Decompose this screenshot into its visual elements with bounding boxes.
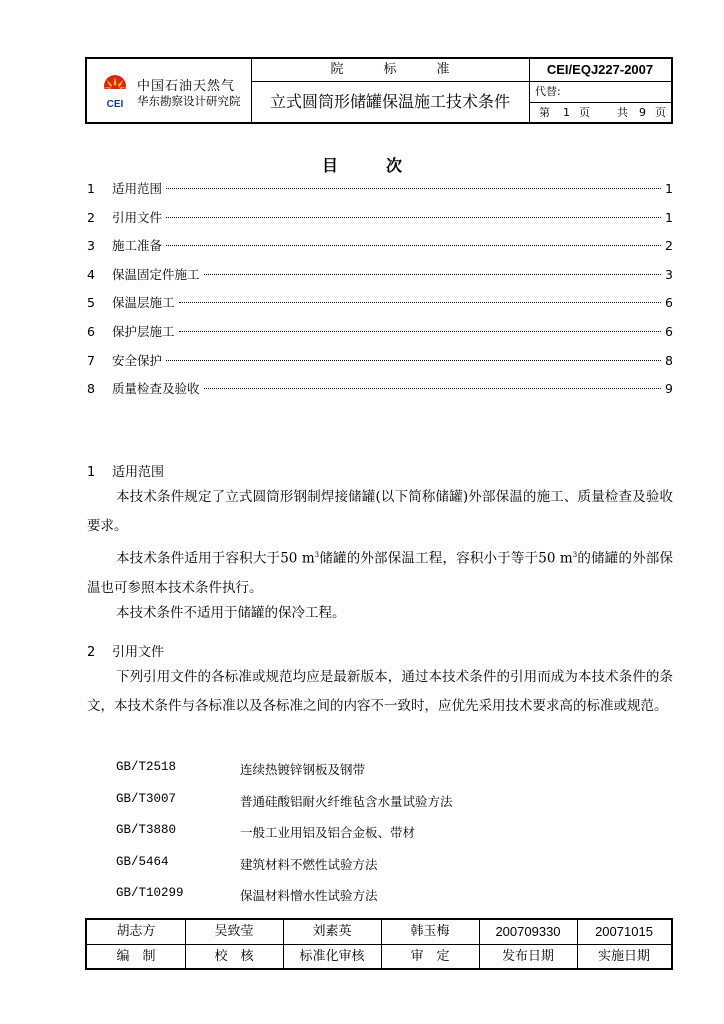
toc-item[interactable] [87, 180, 673, 198]
toc-item-page: 8 [665, 352, 673, 368]
org-name-line2: 华东勘察设计研究院 [137, 94, 241, 108]
toc-item-number: 1 [87, 181, 95, 196]
svg-text:CEI: CEI [106, 99, 124, 110]
section-1-heading: 1 适用范围 [87, 465, 165, 480]
page-number: 1 [563, 106, 570, 119]
toc-item-number: 5 [87, 295, 95, 311]
toc-leader-dots [166, 217, 661, 218]
toc-item[interactable] [87, 380, 673, 398]
toc-leader-dots [166, 245, 661, 246]
toc-item-page: 1 [665, 181, 673, 196]
approval-value: 200709330 [495, 924, 561, 939]
reference-code: GB/T2518 [116, 760, 177, 774]
toc-item-number: 3 [87, 238, 95, 254]
approval-value: 20071015 [595, 924, 653, 939]
approval-value: 胡志方 [116, 924, 156, 939]
toc-item-page: 2 [665, 238, 673, 254]
toc-item-label: 安全保护 [112, 352, 163, 368]
toc-item-number: 2 [87, 209, 95, 225]
toc-leader-dots [179, 331, 662, 332]
toc-item[interactable] [87, 266, 673, 284]
total-pages: 9 [639, 106, 646, 119]
section-1-para-2: 本技术条件适用于容积大于50 $m^3$储罐的外部保温工程，容积小于等于50 $m^3$的储罐的外部保温也可参照本技术条件执行。 [87, 550, 673, 596]
approval-value: 韩玉梅 [410, 924, 450, 939]
reference-code: GB/5464 [116, 854, 169, 869]
section-1-para-3: 本技术条件不适用于储罐的保冷工程。 [116, 605, 346, 621]
toc-item-page: 3 [665, 266, 673, 282]
approval-label: 编 制 [116, 949, 156, 964]
toc-item-number: 4 [87, 266, 95, 282]
reference-name: 普通硅酸铝耐火纤维毡含水量试验方法 [240, 793, 453, 809]
toc-item-label: 保温层施工 [112, 295, 175, 311]
approval-table [85, 918, 673, 970]
org-name-line1: 中国石油天然气 [137, 79, 236, 94]
toc-item-number: 6 [87, 324, 95, 339]
toc-item-page: 9 [665, 381, 673, 397]
approval-label: 校 核 [214, 949, 254, 964]
approval-label: 实施日期 [597, 949, 650, 964]
doc-code: CEI/EQJ227-2007 [546, 62, 654, 77]
reference-name: 一般工业用铝及铝合金板、带材 [240, 825, 416, 840]
toc-item-label: 引用文件 [112, 209, 163, 225]
toc-leader-dots [179, 302, 662, 303]
toc-item-page: 6 [665, 324, 673, 339]
section-1-para-1: 本技术条件规定了立式圆筒形钢制焊接储罐(以下简称储罐)外部保温的施工、质量检查及验收要求。 [87, 489, 673, 534]
toc-title: 目 次 [321, 156, 403, 175]
approval-value: 刘素英 [312, 924, 352, 939]
toc-item-label: 质量检查及验收 [112, 381, 200, 397]
cnpc-logo-icon [95, 71, 135, 111]
toc-item-page: 1 [665, 209, 673, 225]
toc-item-label: 施工准备 [112, 238, 163, 254]
reference-name: 连续热镀锌钢板及钢带 [240, 762, 366, 777]
approval-label: 审 定 [410, 949, 450, 964]
doc-title: 立式圆筒形储罐保温施工技术条件 [269, 92, 510, 111]
reference-code: GB/T10299 [116, 886, 184, 900]
toc-item[interactable] [87, 237, 673, 255]
toc-leader-dots [166, 360, 661, 361]
reference-name: 建筑材料不燃性试验方法 [240, 856, 378, 872]
reference-code: GB/T3007 [116, 791, 177, 806]
toc-item-label: 保温固定件施工 [112, 266, 200, 282]
approval-label: 发布日期 [501, 949, 554, 964]
toc-item[interactable] [87, 209, 673, 227]
toc-item-number: 8 [87, 381, 95, 397]
approval-value: 吴致莹 [214, 924, 254, 939]
org-logo-cell [87, 59, 251, 122]
page-info: 第 1 页 共 9 页 [529, 103, 671, 122]
toc-item[interactable] [87, 294, 673, 312]
replaces-label: 代替: [535, 85, 561, 98]
toc-item[interactable] [87, 352, 673, 370]
toc-item-label: 保护层施工 [112, 324, 175, 339]
toc-item-label: 适用范围 [112, 181, 163, 196]
reference-code: GB/T3880 [116, 823, 177, 837]
toc-item-page: 6 [665, 295, 673, 311]
section-2-heading: 2 引用文件 [87, 645, 165, 660]
header-table [85, 57, 673, 124]
toc-item[interactable] [87, 323, 673, 341]
reference-name: 保温材料憎水性试验方法 [240, 888, 378, 903]
toc-item-number: 7 [87, 352, 95, 368]
approval-label: 标准化审核 [299, 949, 365, 964]
standard-type: 院标准 [330, 62, 490, 77]
toc-leader-dots [204, 274, 662, 275]
section-2-para-1: 下列引用文件的各标准或规范均应是最新版本，通过本技术条件的引用而成为本技术条件的条文，本技术条件与各标准以及各标准之间的内容不一致时，应优先采用技术要求高的标准或规范。 [87, 669, 673, 714]
toc-leader-dots [204, 388, 662, 389]
toc-leader-dots [166, 188, 661, 189]
